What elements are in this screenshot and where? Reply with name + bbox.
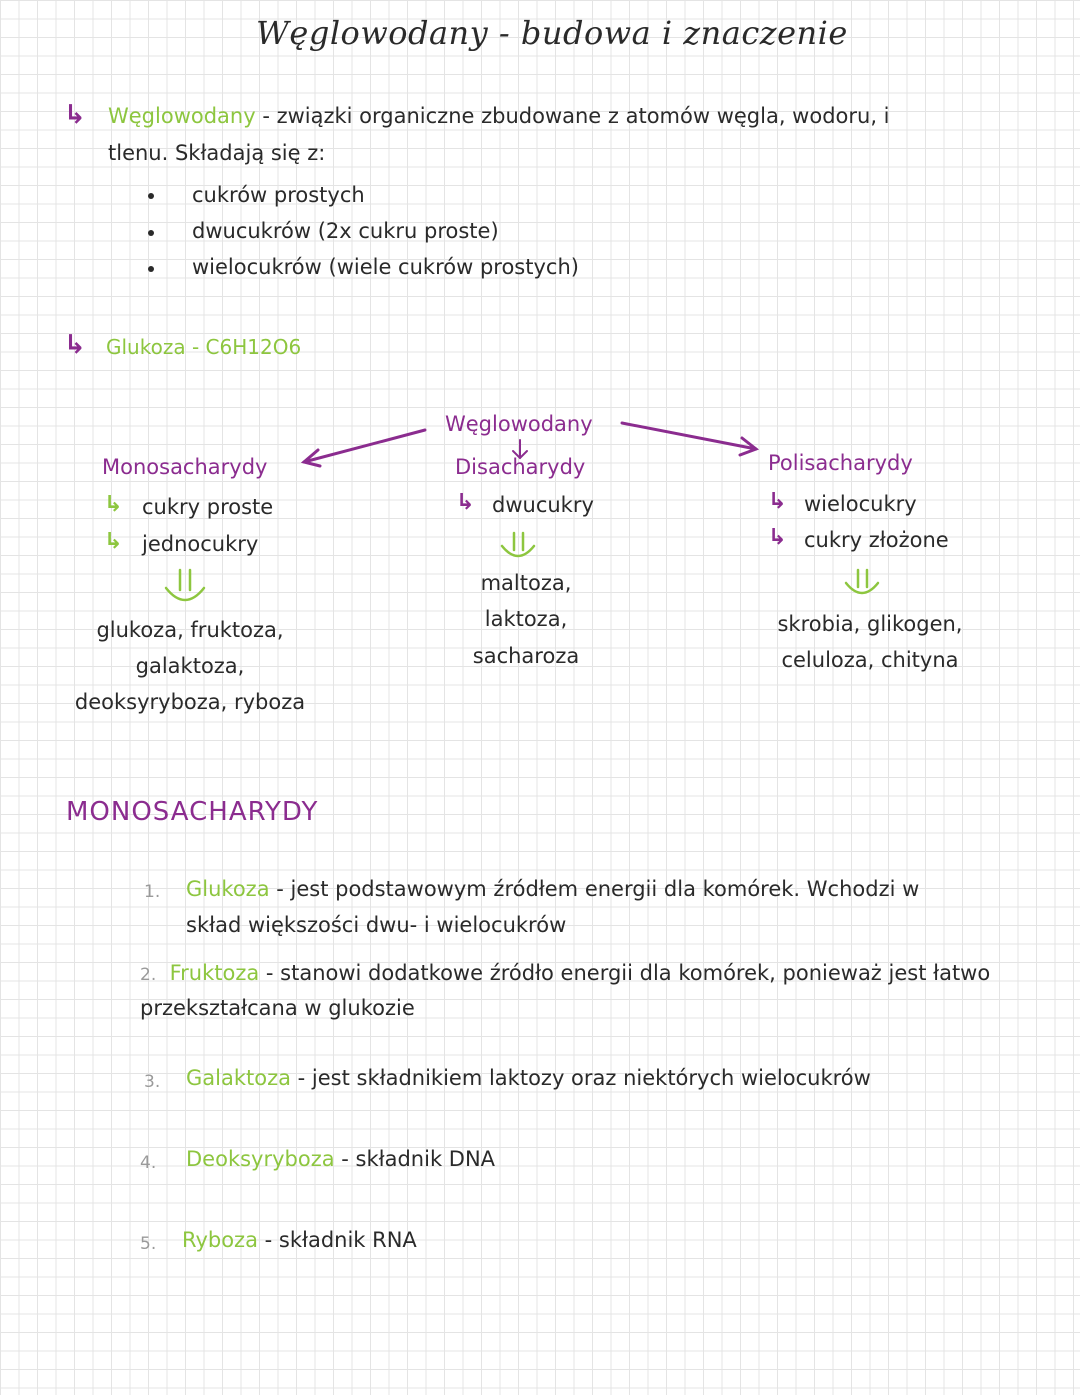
mono-sub2: jednocukry — [142, 532, 259, 556]
return-arrow-icon: ↳ — [768, 489, 787, 514]
item-text: - jest podstawowym źródłem energii dla komórek. Wchodzi w — [269, 877, 920, 901]
arrow-to-polisacharydy — [622, 423, 756, 455]
page-title: Węglowodany - budowa i znaczenie — [256, 14, 848, 52]
item-number: 3. — [144, 1072, 161, 1092]
intro-definition-line1: - związki organiczne zbudowane z atomów węgla, wodoru, i — [255, 104, 890, 128]
item-term: Glukoza — [186, 877, 270, 901]
implies-arrow-mono — [166, 570, 204, 600]
return-arrow-icon: ↳ — [104, 529, 123, 554]
mono-item-4 — [140, 1149, 156, 1173]
intro-list-item: dwucukrów (2x cukru proste) — [192, 219, 499, 243]
item-number: 1. — [144, 882, 161, 902]
poly-sub1: wielocukry — [804, 492, 917, 516]
intro-definition-line2: tlenu. Składają się z: — [108, 141, 326, 165]
mono-item-1-text — [186, 877, 919, 901]
di-examples-line1: maltoza, — [480, 571, 572, 595]
item-text: - jest składnikiem laktozy oraz niektórych wielocukrów — [290, 1066, 871, 1090]
item-term: Fruktoza — [169, 961, 260, 985]
di-sub1: dwucukry — [492, 493, 594, 517]
mono-item-1 — [144, 878, 160, 902]
di-examples-line3: sacharoza — [472, 644, 580, 668]
item-text: - stanowi dodatkowe źródło energii dla komórek, ponieważ jest łatwo — [259, 961, 991, 985]
item-text: - składnik DNA — [334, 1147, 496, 1171]
di-title: Disacharydy — [455, 455, 586, 479]
item-number: 2. — [140, 965, 157, 985]
item-number: 4. — [140, 1153, 157, 1173]
mono-examples-line3: deoksyryboza, ryboza — [74, 690, 306, 714]
item-term: Galaktoza — [186, 1066, 291, 1090]
mono-examples-line2: galaktoza, — [135, 654, 245, 678]
intro-list-item: cukrów prostych — [192, 183, 365, 207]
di-examples-line2: laktoza, — [484, 607, 568, 631]
mono-item-1-text2: skład większości dwu- i wielocukrów — [186, 913, 567, 937]
mono-item-3 — [144, 1068, 160, 1092]
arrow-to-monosacharydy — [304, 430, 425, 466]
item-term: Deoksyryboza — [186, 1147, 335, 1171]
return-arrow-icon: ↳ — [64, 330, 86, 360]
poly-sub2: cukry złożone — [804, 528, 949, 552]
return-arrow-icon: ↳ — [768, 525, 787, 550]
implies-arrow-di — [502, 533, 534, 556]
poly-title: Polisacharydy — [768, 451, 913, 475]
return-arrow-icon: ↳ — [456, 490, 475, 515]
mono-sub1: cukry proste — [142, 495, 274, 519]
item-number: 5. — [140, 1234, 157, 1254]
mono-item-4-text — [186, 1147, 495, 1171]
poly-examples-line2: celuloza, chityna — [781, 648, 959, 672]
mono-item-3-text — [186, 1066, 871, 1090]
implies-arrow-poly — [846, 570, 878, 593]
mono-examples-line1: glukoza, fruktoza, — [96, 618, 284, 642]
intro-term: Węglowodany — [108, 104, 256, 128]
return-arrow-icon: ↳ — [104, 492, 123, 517]
intro-list-item: wielocukrów (wiele cukrów prostych) — [192, 255, 579, 279]
mono-title: Monosacharydy — [102, 455, 268, 479]
poly-examples-line1: skrobia, glikogen, — [777, 612, 963, 636]
glucose-formula: Glukoza - C6H12O6 — [106, 335, 302, 359]
diagram-root: Węglowodany — [445, 412, 593, 436]
mono-item-2-text2: przekształcana w glukozie — [140, 996, 415, 1020]
mono-item-5-text — [182, 1228, 417, 1252]
return-arrow-icon: ↳ — [64, 100, 86, 130]
mono-item-2-text — [140, 961, 990, 985]
item-term: Ryboza — [182, 1228, 258, 1252]
section-heading: MONOSACHARYDY — [66, 797, 319, 827]
mono-item-5 — [140, 1230, 156, 1254]
item-text: - składnik RNA — [257, 1228, 417, 1252]
